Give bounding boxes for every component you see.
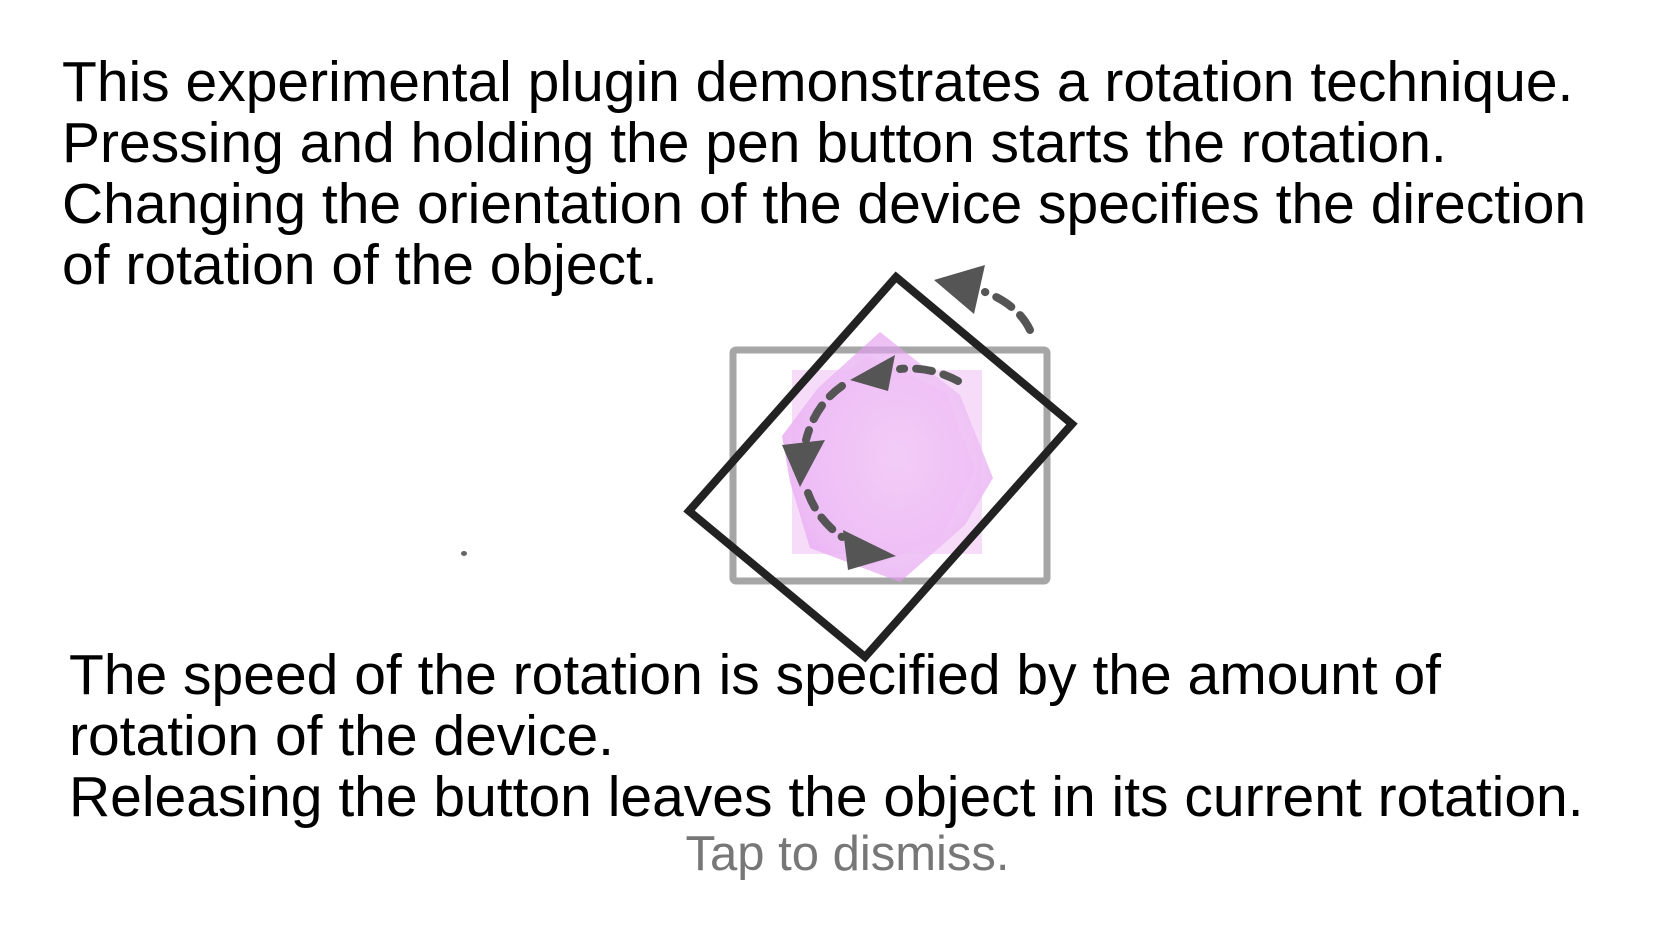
outro-text — [69, 645, 1584, 828]
intro-line: This experimental plugin demonstrates a rotation technique. — [62, 50, 1574, 114]
intro-line: Changing the orientation of the device specifies the direction — [62, 172, 1587, 236]
outro-line: Releasing the button leaves the object in its current rotation. — [69, 765, 1584, 829]
outro-line: The speed of the rotation is specified by the amount of — [69, 643, 1442, 707]
outro-line: rotation of the device. — [69, 704, 615, 768]
stray-dot — [461, 551, 467, 556]
tap-to-dismiss-label[interactable]: Tap to dismiss. — [685, 827, 1010, 881]
intro-line: of rotation of the object. — [62, 233, 658, 297]
intro-line: Pressing and holding the pen button starts the rotation. — [62, 111, 1447, 175]
